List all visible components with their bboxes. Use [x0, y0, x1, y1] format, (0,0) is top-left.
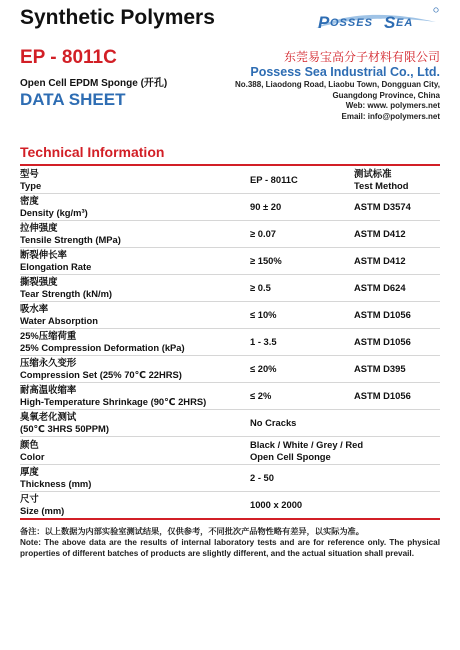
table-row: [20, 383, 440, 410]
param-en: 25% Compression Deformation (kPa): [20, 342, 185, 353]
param-en: Water Absorption: [20, 315, 98, 326]
svg-text:OSSES: OSSES: [330, 17, 373, 29]
value: ≤ 10%: [250, 308, 277, 320]
company-email: Email: info@polymers.net: [341, 111, 440, 121]
table-row: [20, 221, 440, 248]
param-en: Size (mm): [20, 505, 65, 516]
param-en: Type: [20, 179, 42, 191]
company-address-1: No.388, Liaodong Road, Liaobu Town, Dongguan City,: [234, 80, 440, 89]
company-logo: [312, 4, 440, 38]
table-row: [20, 275, 440, 302]
param-cn: 型号: [20, 167, 39, 179]
value: EP - 8011C: [250, 173, 298, 185]
datasheet-heading: DATA SHEET: [20, 90, 126, 109]
table-row: [20, 410, 440, 437]
param-en: Density (kg/m³): [20, 207, 88, 218]
param-cn: 断裂伸长率: [20, 248, 67, 260]
company-name-en: Possess Sea Industrial Co., Ltd.: [250, 65, 440, 79]
tech-table: [20, 164, 440, 520]
value: ≥ 150%: [250, 254, 282, 266]
table-row: [20, 302, 440, 329]
table-row: [20, 356, 440, 383]
value: ≥ 0.07: [250, 227, 276, 239]
param-cn: 臭氧老化测试: [20, 410, 77, 422]
param-cn: 压缩永久变形: [20, 356, 77, 368]
param-en: High-Temperature Shrinkage (90℃ 2HRS): [20, 396, 207, 407]
param-en: Tensile Strength (MPa): [20, 234, 121, 245]
method: ASTM D1056: [354, 335, 411, 347]
param-cn: 拉伸强度: [20, 221, 58, 233]
table-row: [20, 166, 440, 194]
method-cn: 测试标准: [354, 167, 392, 179]
company-info: [235, 50, 440, 122]
value: ≤ 2%: [250, 389, 272, 401]
param-cn: 吸水率: [20, 302, 49, 314]
page-title: Synthetic Polymers: [20, 6, 215, 29]
param-cn: 颜色: [20, 438, 39, 450]
table-row: [20, 465, 440, 492]
method: ASTM D1056: [354, 389, 411, 401]
value: ≤ 20%: [250, 362, 277, 374]
param-en: Compression Set (25% 70℃ 22HRS): [20, 369, 182, 380]
value: No Cracks: [250, 416, 297, 428]
param-en: Elongation Rate: [20, 261, 92, 272]
param-cn: 撕裂强度: [20, 275, 58, 287]
value: ≥ 0.5: [250, 281, 271, 293]
product-subtitle: Open Cell EPDM Sponge (开孔): [20, 78, 168, 89]
note-cn: 备注：以上数据为内部实验室测试结果，仅供参考，不同批次产品物性略有差异，以实际为准。: [20, 527, 364, 536]
method: ASTM D1056: [354, 308, 411, 320]
value: 2 - 50: [250, 471, 274, 483]
table-row: [20, 329, 440, 356]
value: 1000 x 2000: [250, 498, 303, 510]
value-detail: Open Cell Sponge: [250, 450, 331, 462]
company-web: Web: www. polymers.net: [345, 101, 440, 110]
table-row: [20, 194, 440, 221]
method: ASTM D412: [354, 227, 406, 239]
table-row: [20, 437, 440, 465]
svg-text:P: P: [318, 13, 330, 32]
param-en: Tear Strength (kN/m): [20, 288, 113, 299]
value: 90 ± 20: [250, 200, 282, 212]
param-en: Thickness (mm): [20, 478, 92, 489]
svg-text:S: S: [384, 13, 396, 32]
company-address-2: Guangdong Province, China: [332, 90, 440, 100]
note: [20, 526, 440, 559]
method: ASTM D624: [354, 281, 406, 293]
value: Black / White / Grey / Red: [250, 438, 364, 450]
param-en: Color: [20, 450, 45, 462]
product-code: EP - 8011C: [20, 47, 117, 68]
value: 1 - 3.5: [250, 335, 277, 347]
param-cn: 耐高温收缩率: [20, 383, 77, 395]
method: ASTM D412: [354, 254, 406, 266]
method: Test Method: [354, 179, 409, 191]
param-cn: 25%压缩荷重: [20, 329, 77, 341]
param-cn: 密度: [20, 194, 39, 206]
section-title: Technical Information: [20, 144, 165, 160]
table-row: [20, 492, 440, 520]
company-name-cn: 东莞易宝高分子材料有限公司: [283, 50, 440, 64]
table-row: [20, 248, 440, 275]
svg-text:EA: EA: [396, 17, 414, 29]
param-en: (50℃ 3HRS 50PPM): [20, 423, 109, 434]
note-en: Note: The above data are the results of internal laboratory tests and are for reference only. The physical properties of different batches of products are slightly different, and the actual situation shall prevail.: [20, 538, 440, 558]
param-cn: 厚度: [20, 465, 39, 477]
param-cn: 尺寸: [20, 492, 39, 504]
method: ASTM D3574: [354, 200, 411, 212]
method: ASTM D395: [354, 362, 406, 374]
